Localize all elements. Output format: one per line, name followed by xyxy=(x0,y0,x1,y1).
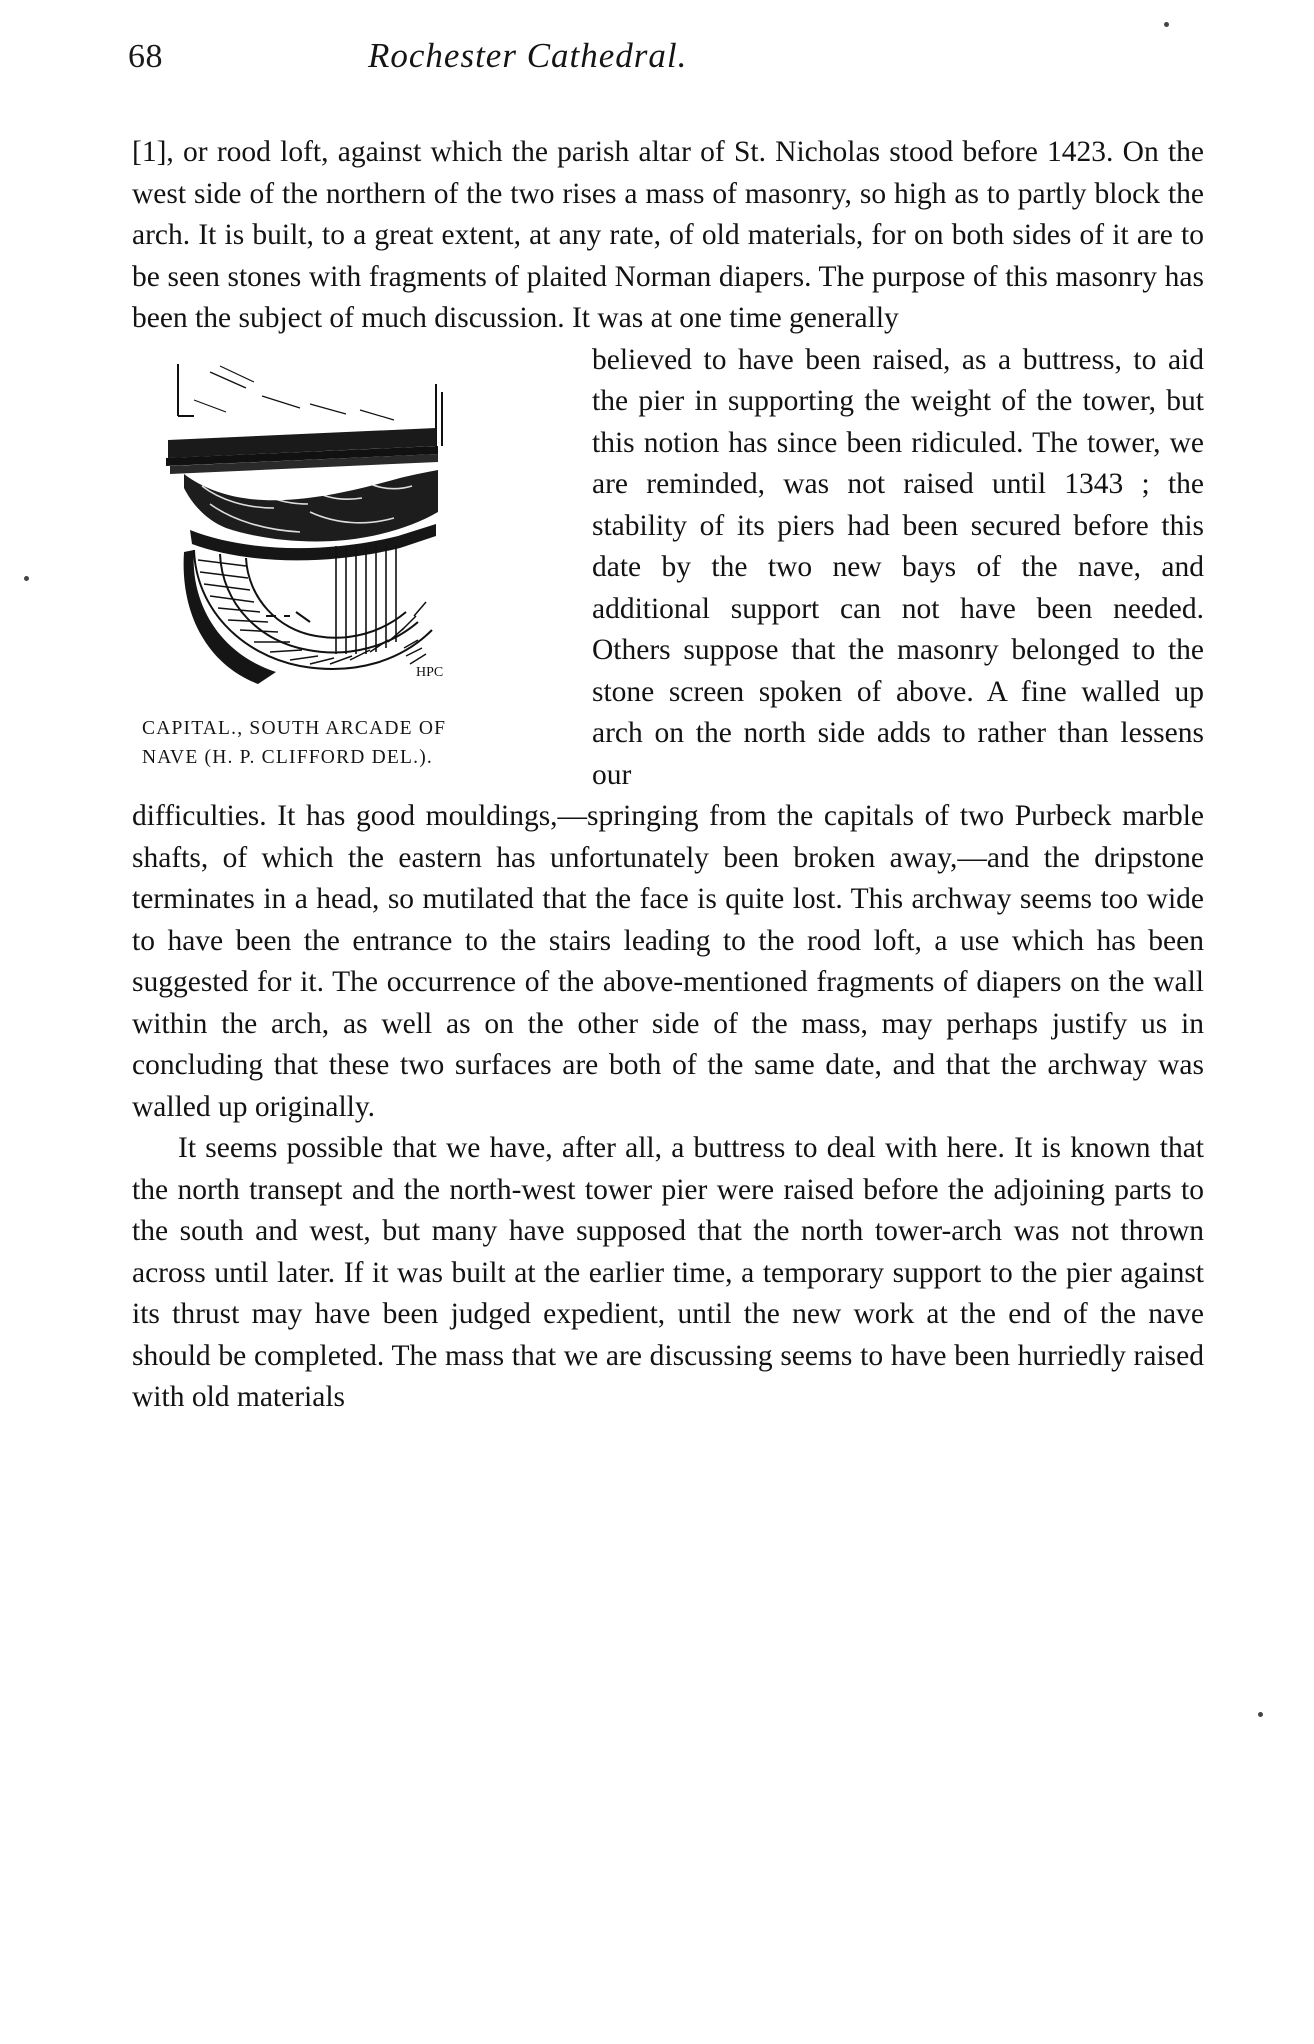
running-title: Rochester Cathedral. xyxy=(368,36,688,75)
paragraph-1-continued: difficulties. It has good mouldings,—springing from the capitals of two Purbeck marble shafts, of which the eastern has unfortunately been broken away,—and the dripstone terminates in a head, so mutilated that the face is quite lost. This archway seems too wide to have been the entrance to the stairs leading to the rood loft, a use which has been suggested for it. The occurrence of the above-mentioned fragments of diapers on the wall within the arch, as well as on the other side of the mass, may perhaps justify us in concluding that these two surfaces are both of the same date, and that the archway was walled up originally. xyxy=(132,800,1204,1123)
page-speck-top xyxy=(1164,22,1169,27)
figure-illustration xyxy=(150,354,550,704)
page-number: 68 xyxy=(128,38,163,75)
page-speck-left xyxy=(24,576,29,581)
paragraph-1-beside-figure: believed to have been raised, as a buttress, to aid the pier in supporting the weight of the tower, but this notion has since been ridiculed. The tower, we are reminded, was not raised until 1343 ; the stability of its piers had been secured before this date by the two new bays of the nave, and additional support can not have been needed. Others suppose that the masonry belonged to the stone screen spoken of above. A fine walled up arch on the north side adds to rather than lessens our xyxy=(592,343,1204,791)
figure-caption-line-2: NAVE (H. P. CLIFFORD DEL.). xyxy=(142,746,433,768)
figure-caption xyxy=(142,714,562,772)
figure-caption-line-1: CAPITAL., SOUTH ARCADE OF xyxy=(142,717,447,739)
paragraph-2: It seems possible that we have, after all, a buttress to deal with here. It is known that the north transept and the north-west tower pier were raised before the adjoining parts to the south and west, but many have supposed that the north tower-arch was not thrown across until later. If it was built at the earlier time, a temporary support to the pier against its thrust may have been judged expedient, until the new work at the end of the nave should be completed. The mass that we are discussing seems to have been hurriedly raised with old materials xyxy=(132,1132,1204,1413)
svg-text:HPC: HPC xyxy=(416,664,444,680)
page-header xyxy=(128,38,888,84)
paragraph-1-lead: [1], or rood loft, against which the parish altar of St. Nicholas stood before 1423. On the west side of the northern of the two rises a mass of masonry, so high as to partly block the arch. It is built, to a great extent, at any rate, of old materials, for on both sides of it are to be seen stones with fragments of plaited Norman diapers. The purpose of this masonry has been the subject of much discussion. It was at one time generally xyxy=(132,136,1204,334)
figure-block xyxy=(132,354,562,772)
text-block xyxy=(132,132,1204,1419)
capital-engraving-icon xyxy=(150,354,550,704)
page-speck-right xyxy=(1258,1712,1263,1717)
